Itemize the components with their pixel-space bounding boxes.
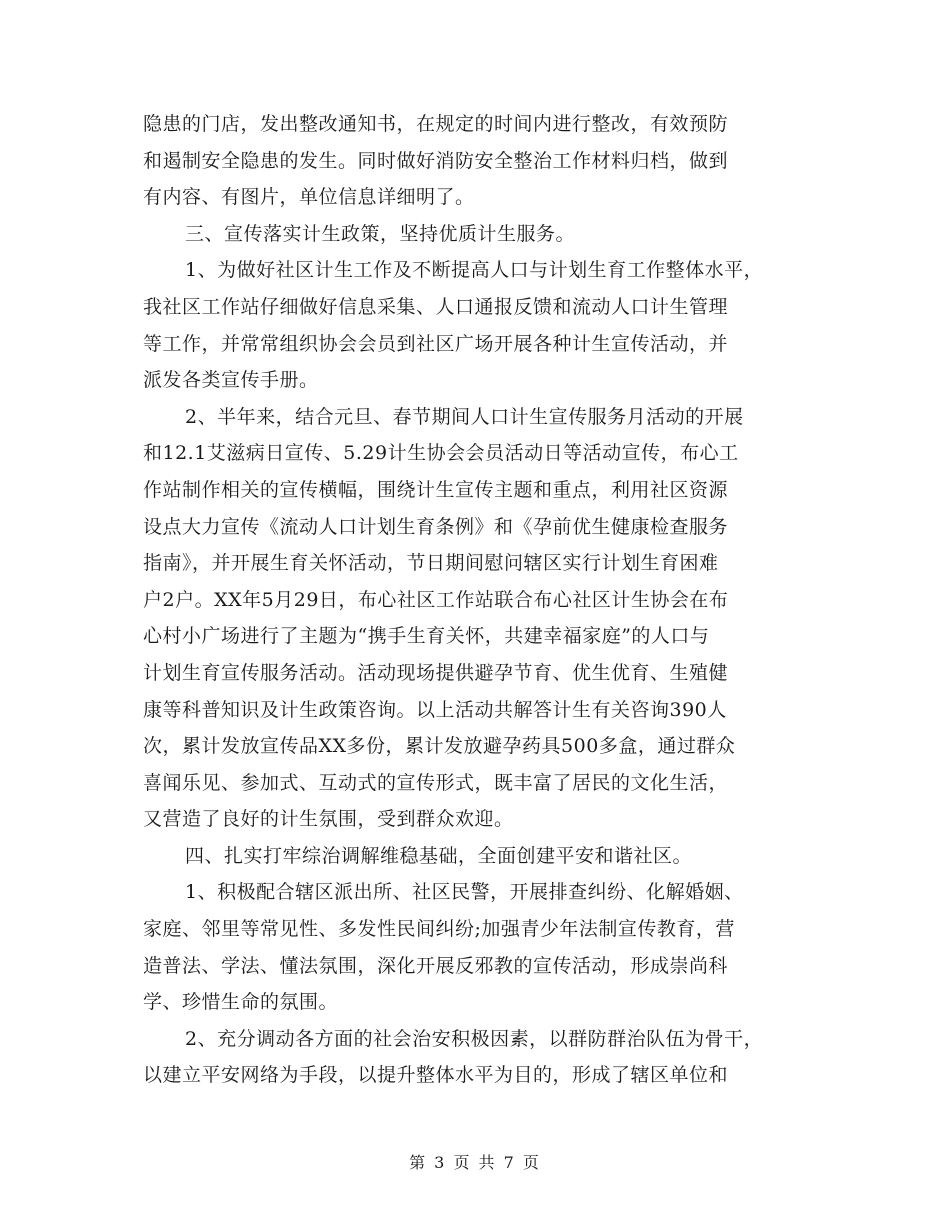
text-line: 有内容、有图片，单位信息详细明了。 — [143, 186, 475, 209]
text-line: 1、为做好社区计生工作及不断提高人口与计划生育工作整体水平， — [185, 259, 764, 282]
text-line: 喜闻乐见、参加式、互动式的宣传形式，既丰富了居民的文化生活， — [143, 771, 729, 794]
text-line: 心村小广场进行了主题为“携手生育关怀，共建幸福家庭”的人口与 — [143, 625, 710, 648]
page-number-footer: 第 3 页 共 7 页 — [409, 1153, 541, 1172]
text-line: 设点大力宣传《流动人口计划生育条例》和《孕前优生健康检查服务 — [143, 515, 729, 538]
text-line: 派发各类宣传手册。 — [143, 369, 319, 392]
text-line: 指南》，并开展生育关怀活动，节日期间慰问辖区实行计划生育困难 — [143, 552, 719, 575]
text-line: 等工作，并常常组织协会会员到社区广场开展各种计生宣传活动，并 — [143, 332, 729, 355]
text-line: 隐患的门店，发出整改通知书，在规定的时间内进行整改，有效预防 — [143, 113, 729, 135]
text-line: 2、充分调动各方面的社会治安积极因素，以群防群治队伍为骨干， — [185, 1027, 764, 1050]
text-line: 造普法、学法、懂法氛围，深化开展反邪教的宣传活动，形成崇尚科 — [143, 954, 729, 977]
text-line: 1、积极配合辖区派出所、社区民警，开展排查纠纷、化解婚姻、 — [185, 881, 744, 904]
text-line: 康等科普知识及计生政策咨询。以上活动共解答计生有关咨询390人 — [143, 698, 727, 721]
text-line: 以建立平安网络为手段，以提升整体水平为目的，形成了辖区单位和 — [143, 1064, 729, 1087]
text-line: 计划生育宣传服务活动。活动现场提供避孕节育、优生优育、生殖健 — [143, 661, 729, 684]
text-line: 学、珍惜生命的氛围。 — [143, 991, 339, 1014]
text-line: 和12.1艾滋病日宣传、5.29计生协会会员活动日等活动宣传，布心工 — [143, 442, 739, 465]
text-line: 和遏制安全隐患的发生。同时做好消防安全整治工作材料归档，做到 — [143, 149, 729, 172]
text-line: 户2户。XX年5月29日，布心社区工作站联合布心社区计生协会在布 — [143, 588, 729, 611]
text-line: 又营造了良好的计生氛围，受到群众欢迎。 — [143, 808, 514, 831]
text-line: 家庭、邻里等常见性、多发性民间纠纷;加强青少年法制宣传教育，营 — [143, 918, 735, 941]
text-line: 次，累计发放宣传品XX多份，累计发放避孕药具500多盒，通过群众 — [143, 735, 736, 758]
text-line: 我社区工作站仔细做好信息采集、人口通报反馈和流动人口计生管理 — [143, 295, 729, 318]
section-heading: 四、扎实打牢综治调解维稳基础，全面创建平安和谐社区。 — [185, 844, 693, 867]
text-line: 作站制作相关的宣传横幅，围绕计生宣传主题和重点，利用社区资源 — [143, 478, 729, 501]
section-heading: 三、宣传落实计生政策，坚持优质计生服务。 — [185, 222, 576, 245]
text-line: 2、半年来，结合元旦、春节期间人口计生宣传服务月活动的开展 — [185, 405, 744, 428]
document-body — [143, 106, 843, 1094]
